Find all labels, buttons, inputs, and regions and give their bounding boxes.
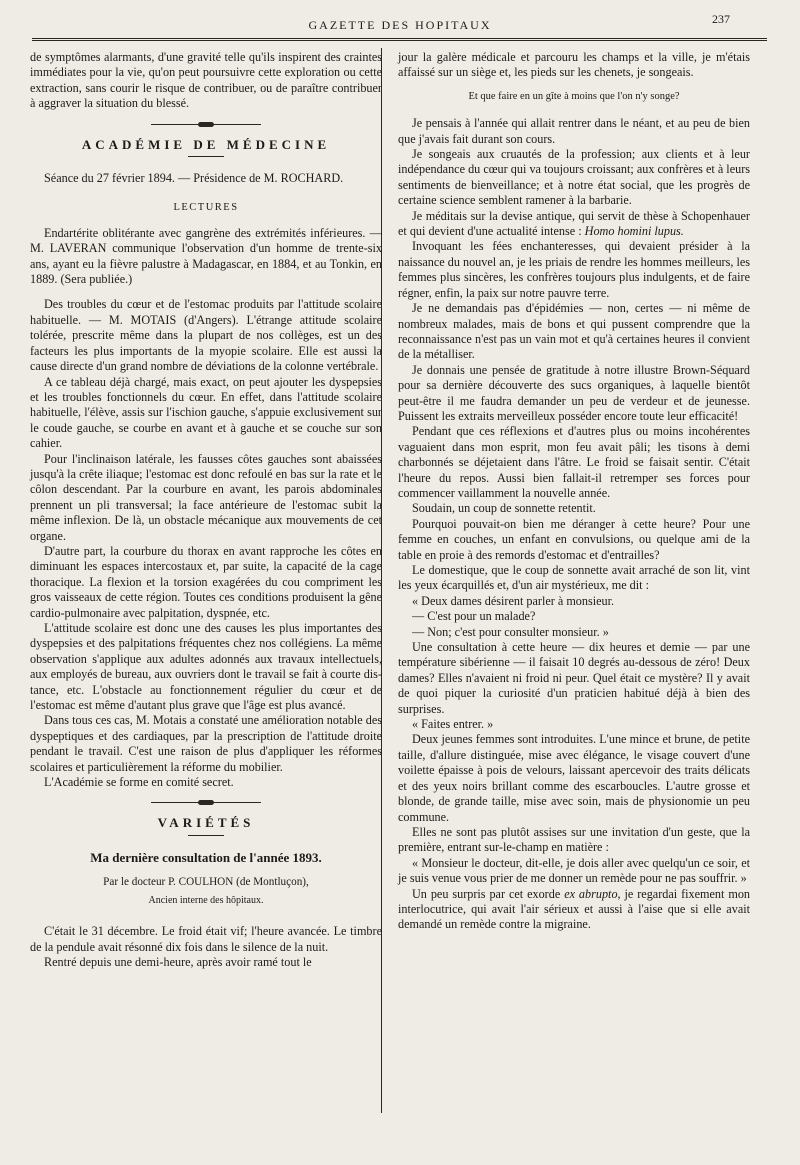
paragraph: Une consultation à cette heure — dix heures et demie — par une température sibérienne — il faisait 10 degrés au-dessous de zéro! Deux dames? Elles n'avaient ni froid ni peur. Quel était ce mystère? Il y avait de quoi piquer la curiosité d'un praticien habitué déjà à bien des surprises. [398,640,750,716]
paragraph: Rentré depuis une demi-heure, après avoir ramé tout le [44,954,312,969]
paragraph: C'était le 31 décembre. Le froid était vif; l'heure avancée. Le timbre de la pendule avait résonné dix fois dans le silence de la nuit. [30,924,382,954]
byline: Par le docteur P. COULHON (de Montluçon), [103,876,309,889]
paragraph: A ce tableau déjà chargé, mais exact, on peut ajouter les dyspepsies et les troubles fonctionnels du cœur. En effet, dans l'attitude scolaire habituelle, l'élève, assis sur l'ischion gauche, s'appuie exclusivement sur le coude gauche, se courbe en avant et à gauche et se couche sur son cahier. [30,374,382,451]
section-title-varietes: VARIÉTÉS [157,815,255,831]
text-span: , je regardai fixement mon interlocutrice, qui avait l'air sérieux et aussi à l'aise que si elle avait demandé un remède contre la migraine. [398,886,751,932]
epigraph: Et que faire en un gîte à moins que l'on n'y songe? [468,90,680,102]
paragraph: Je songeais aux cruautés de la profession; aux clients et à leur indépendance du cœur qui va toujours croissant; aux confrères et à leurs sentiments de bienveillance; et à notre état social, que les progrès de certaine science semblent ramener à la barbarie. [398,147,750,208]
paragraph: D'autre part, la courbure du thorax en avant rapproche les côtes en diminuant les espaces intercostaux et, par suite, la capacité de la cage thoracique. La flexion et la torsion exagérées du cou compriment les gros vaisseaux de cette région. Toutes ces conditions produisent la gêne cardio-pulmonaire avec palpitation, dyspnée, etc. [30,543,382,620]
paragraph: L'attitude scolaire est donc une des causes les plus importantes des dyspepsies et des palpitations fréquentes chez nos collégiens. La même observation s'applique aux adultes adonnés aux travaux intellectuels, aux employés de bureau, aux ouvriers dont le travail se fait à courte distance, etc. L'obstacle au fonctionnement régulier du cœur et de l'estomac est même d'autant plus grave que l'âge est plus avancé. [30,621,382,713]
paragraph: Soudain, un coup de sonnette retentit. [412,501,596,516]
text-span: Un peu surpris par cet exorde [412,886,565,901]
dialogue-line: « Deux dames désirent parler à monsieur. [412,593,615,608]
paragraph: Pendant que ces réflexions et d'autres plus ou moins incohérentes vaguaient dans mon esprit, mon feu avait pâli; les tisons à demi charbonnés se déjetaient dans l'âtre. Le froid se faisait sentir. C'était l'heure du repos. Aussi bien fallait-il retremper ses forces pour commencer vaillamment la nouvelle année. [398,424,750,500]
paragraph: Deux jeunes femmes sont introduites. L'une mince et brune, de petite taille, d'allure distinguée, mise avec élégance, le visage couvert d'une voilette épaisse à pois de velours, laissant apercevoir des traits délicats et des yeux noirs brillant comme des escarboucles. L'autre grosse et blonde, de grande taille, mise avec soin, mais de physionomie un peu commune. [398,732,750,824]
paragraph [398,209,750,240]
continued-paragraph: jour la galère médicale et parcouru les champs et la ville, je m'étais affaissé sur un siège et, les pieds sur les chenets, je songeais. [398,50,750,80]
section-title-academie: ACADÉMIE DE MÉDECINE [81,136,331,152]
ornament-divider [151,124,261,125]
paragraph: Dans tous ces cas, M. Motais a constaté une amélioration notable des dyspeptiques et des cardiaques, par la prescription de l'attitude droite pendant le travail. C'est une raison de plus d'appliquer les réformes scolaires et particulièrement la réforme du mobilier. [30,713,382,774]
affiliation: Ancien interne des hôpitaux. [148,894,264,906]
paragraph: L'Académie se forme en comité secret. [44,775,234,790]
paragraph: Je donnais une pensée de gratitude à notre illustre Brown-Séquard pour sa dernière découverte des sucs organiques, à laquelle bientôt peut-être il me faudra demander un peu de verdeur et de jeunesse. Puissent les extraits merveilleux posséder encore toute leur efficacité! [398,362,750,423]
paragraph: Je ne demandais pas d'épidémies — non, certes — ni même de nombreux malades, mais de bons et qui pussent comprendre que la reconnaissance n'est pas un vain mot et qu'à certaines heures il convient de la métalliser. [398,301,750,362]
paragraph: Le domestique, que le coup de sonnette avait arraché de son lit, vint les yeux écarquillés et, d'un air mystérieux, me dit : [398,563,750,593]
latin-motto: Homo homini lupus. [584,224,684,239]
running-title: GAZETTE DES HOPITAUX [308,18,492,32]
page-number: 237 [712,12,730,26]
dialogue-line: « Faites entrer. » [412,717,494,732]
paragraph: Elles ne sont pas plutôt assises sur une invitation d'un geste, que la première, entrant sur-le-champ en matière : [398,824,750,855]
paragraph: Je pensais à l'année qui allait rentrer dans le néant, et au peu de bien que j'avais fait durant son cours. [398,116,750,146]
session-line: Séance du 27 février 1894. — Présidence de M. ROCHARD. [44,171,344,186]
dialogue-line: — Non; c'est pour consulter monsieur. » [412,624,609,639]
latin-phrase: ex abrupto [564,886,618,901]
paragraph: Invoquant les fées enchanteresses, qui devaient présider à la naissance du nouvel an, je les priais de rendre les hommes meilleurs, les femmes plus sincères, les confrères toujours plus indulgents, et de faire régner, enfin, la paix sur notre pauvre terre. [398,239,750,300]
left-column [30,50,382,970]
text-span: Je méditais sur la devise antique, qui servit de thèse à Schopenhauer et qui devient d'une actualité intense : [398,208,750,239]
dialogue-line: « Monsieur le docteur, dit-elle, je dois aller avec quelqu'un ce soir, et je suis venue vous prier de me donner un remède pour ne pas souffrir. » [398,855,750,886]
paragraph: Pourquoi pouvait-on bien me déranger à cette heure? Pour une femme en couches, un enfant en convulsions, ou quelque ami de la table en proie à des remords d'estomac et d'entrailles? [398,516,750,562]
short-rule [188,156,224,157]
article-title: Ma dernière consultation de l'année 1893. [90,849,322,865]
continued-paragraph: de symptômes alarmants, d'une gravité telle qu'ils inspirent des craintes immédiates pour la vie, qu'on peut poursuivre cette exploration ou cette extraction, sans courir le risque de contribuer, ou de paraître contribuer à aggraver la situation du blessé. [30,50,382,111]
short-rule [188,835,224,836]
ornament-divider [151,802,261,803]
dialogue-line: — C'est pour un malade? [412,609,536,624]
paragraph: Pour l'inclinaison latérale, les fausses côtes gauches sont abaissées jusqu'à la crête iliaque; l'estomac est donc refoulé en bas sur la rate et le côlon descendant. Par la courbure en avant, les parois abdominales prennent un pli transversal; la face antérieure de l'estomac subit la même inflexion. De là, un obstacle mécanique aux mouvements de cet organe. [30,451,382,543]
header-rule [32,38,767,41]
paragraph: Des troubles du cœur et de l'estomac produits par l'attitude scolaire habituelle. — M. MOTAIS (d'Angers). L'étrange attitude scolaire tolérée, prescrite même dans la plupart de nos collèges, est un des facteurs les plus importants de la myopie scolaire. Elle est aussi la cause directe d'un grand nombre de déviations de la colonne vertébrale. [30,297,382,374]
paragraph [398,887,750,933]
paragraph: Endartérite oblitérante avec gangrène des extrémités inférieures. — M. LAVERAN communique l'observation d'un homme de trente-six ans, ayant eu la fièvre palustre à Madagascar, en 1884, et au Tonkin, en 1889. (Sera publiée.) [30,225,382,287]
right-column [398,50,750,933]
subsection-title-lectures: LECTURES [173,202,239,214]
